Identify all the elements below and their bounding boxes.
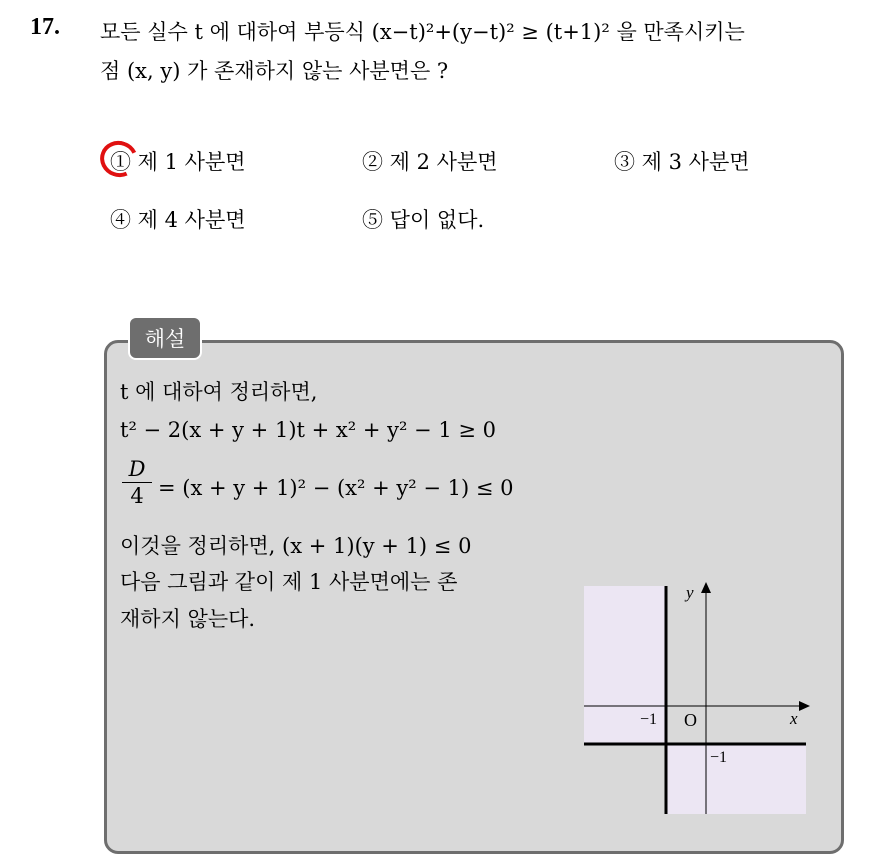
solution-tag: 해설	[128, 316, 202, 360]
fraction-denominator: 4	[130, 484, 144, 508]
question-text-line2: 점 (x, y) 가 존재하지 않는 사분면은 ?	[100, 59, 449, 83]
solution-line1: t 에 대하여 정리하면,	[120, 380, 318, 404]
solution-line2: t² − 2(x + y + 1)t + x² + y² − 1 ≥ 0	[120, 418, 497, 442]
question-text-line1: 모든 실수 t 에 대하여 부등식 (x−t)²+(y−t)² ≥ (t+1)² 을 만족시키는	[100, 20, 745, 44]
solution-line5: 다음 그림과 같이 제 1 사분면에는 존	[120, 570, 458, 594]
shaded-region-bottom	[666, 744, 806, 814]
region-graph	[584, 576, 816, 820]
solution-line3: = (x + y + 1)² − (x² + y² − 1) ≤ 0	[158, 476, 514, 500]
fraction-numerator: D	[122, 456, 152, 483]
discriminant-fraction	[122, 456, 152, 509]
x-tick-label: −1	[640, 711, 658, 728]
option-1[interactable]: ① 제 1 사분면	[110, 150, 246, 174]
option-2[interactable]: ② 제 2 사분면	[362, 150, 498, 174]
option-3[interactable]: ③ 제 3 사분면	[614, 150, 750, 174]
solution-line6: 재하지 않는다.	[120, 607, 256, 631]
y-axis-label: y	[686, 583, 694, 602]
y-tick-label: −1	[710, 749, 728, 766]
y-axis-arrow	[701, 582, 711, 593]
x-axis-label: x	[790, 709, 798, 728]
option-4[interactable]: ④ 제 4 사분면	[110, 208, 246, 232]
question-number: 17.	[30, 14, 60, 40]
x-axis-arrow	[799, 701, 810, 711]
origin-label: O	[684, 710, 697, 730]
solution-line4: 이것을 정리하면, (x + 1)(y + 1) ≤ 0	[120, 534, 472, 558]
option-5[interactable]: ⑤ 답이 없다.	[362, 208, 485, 232]
